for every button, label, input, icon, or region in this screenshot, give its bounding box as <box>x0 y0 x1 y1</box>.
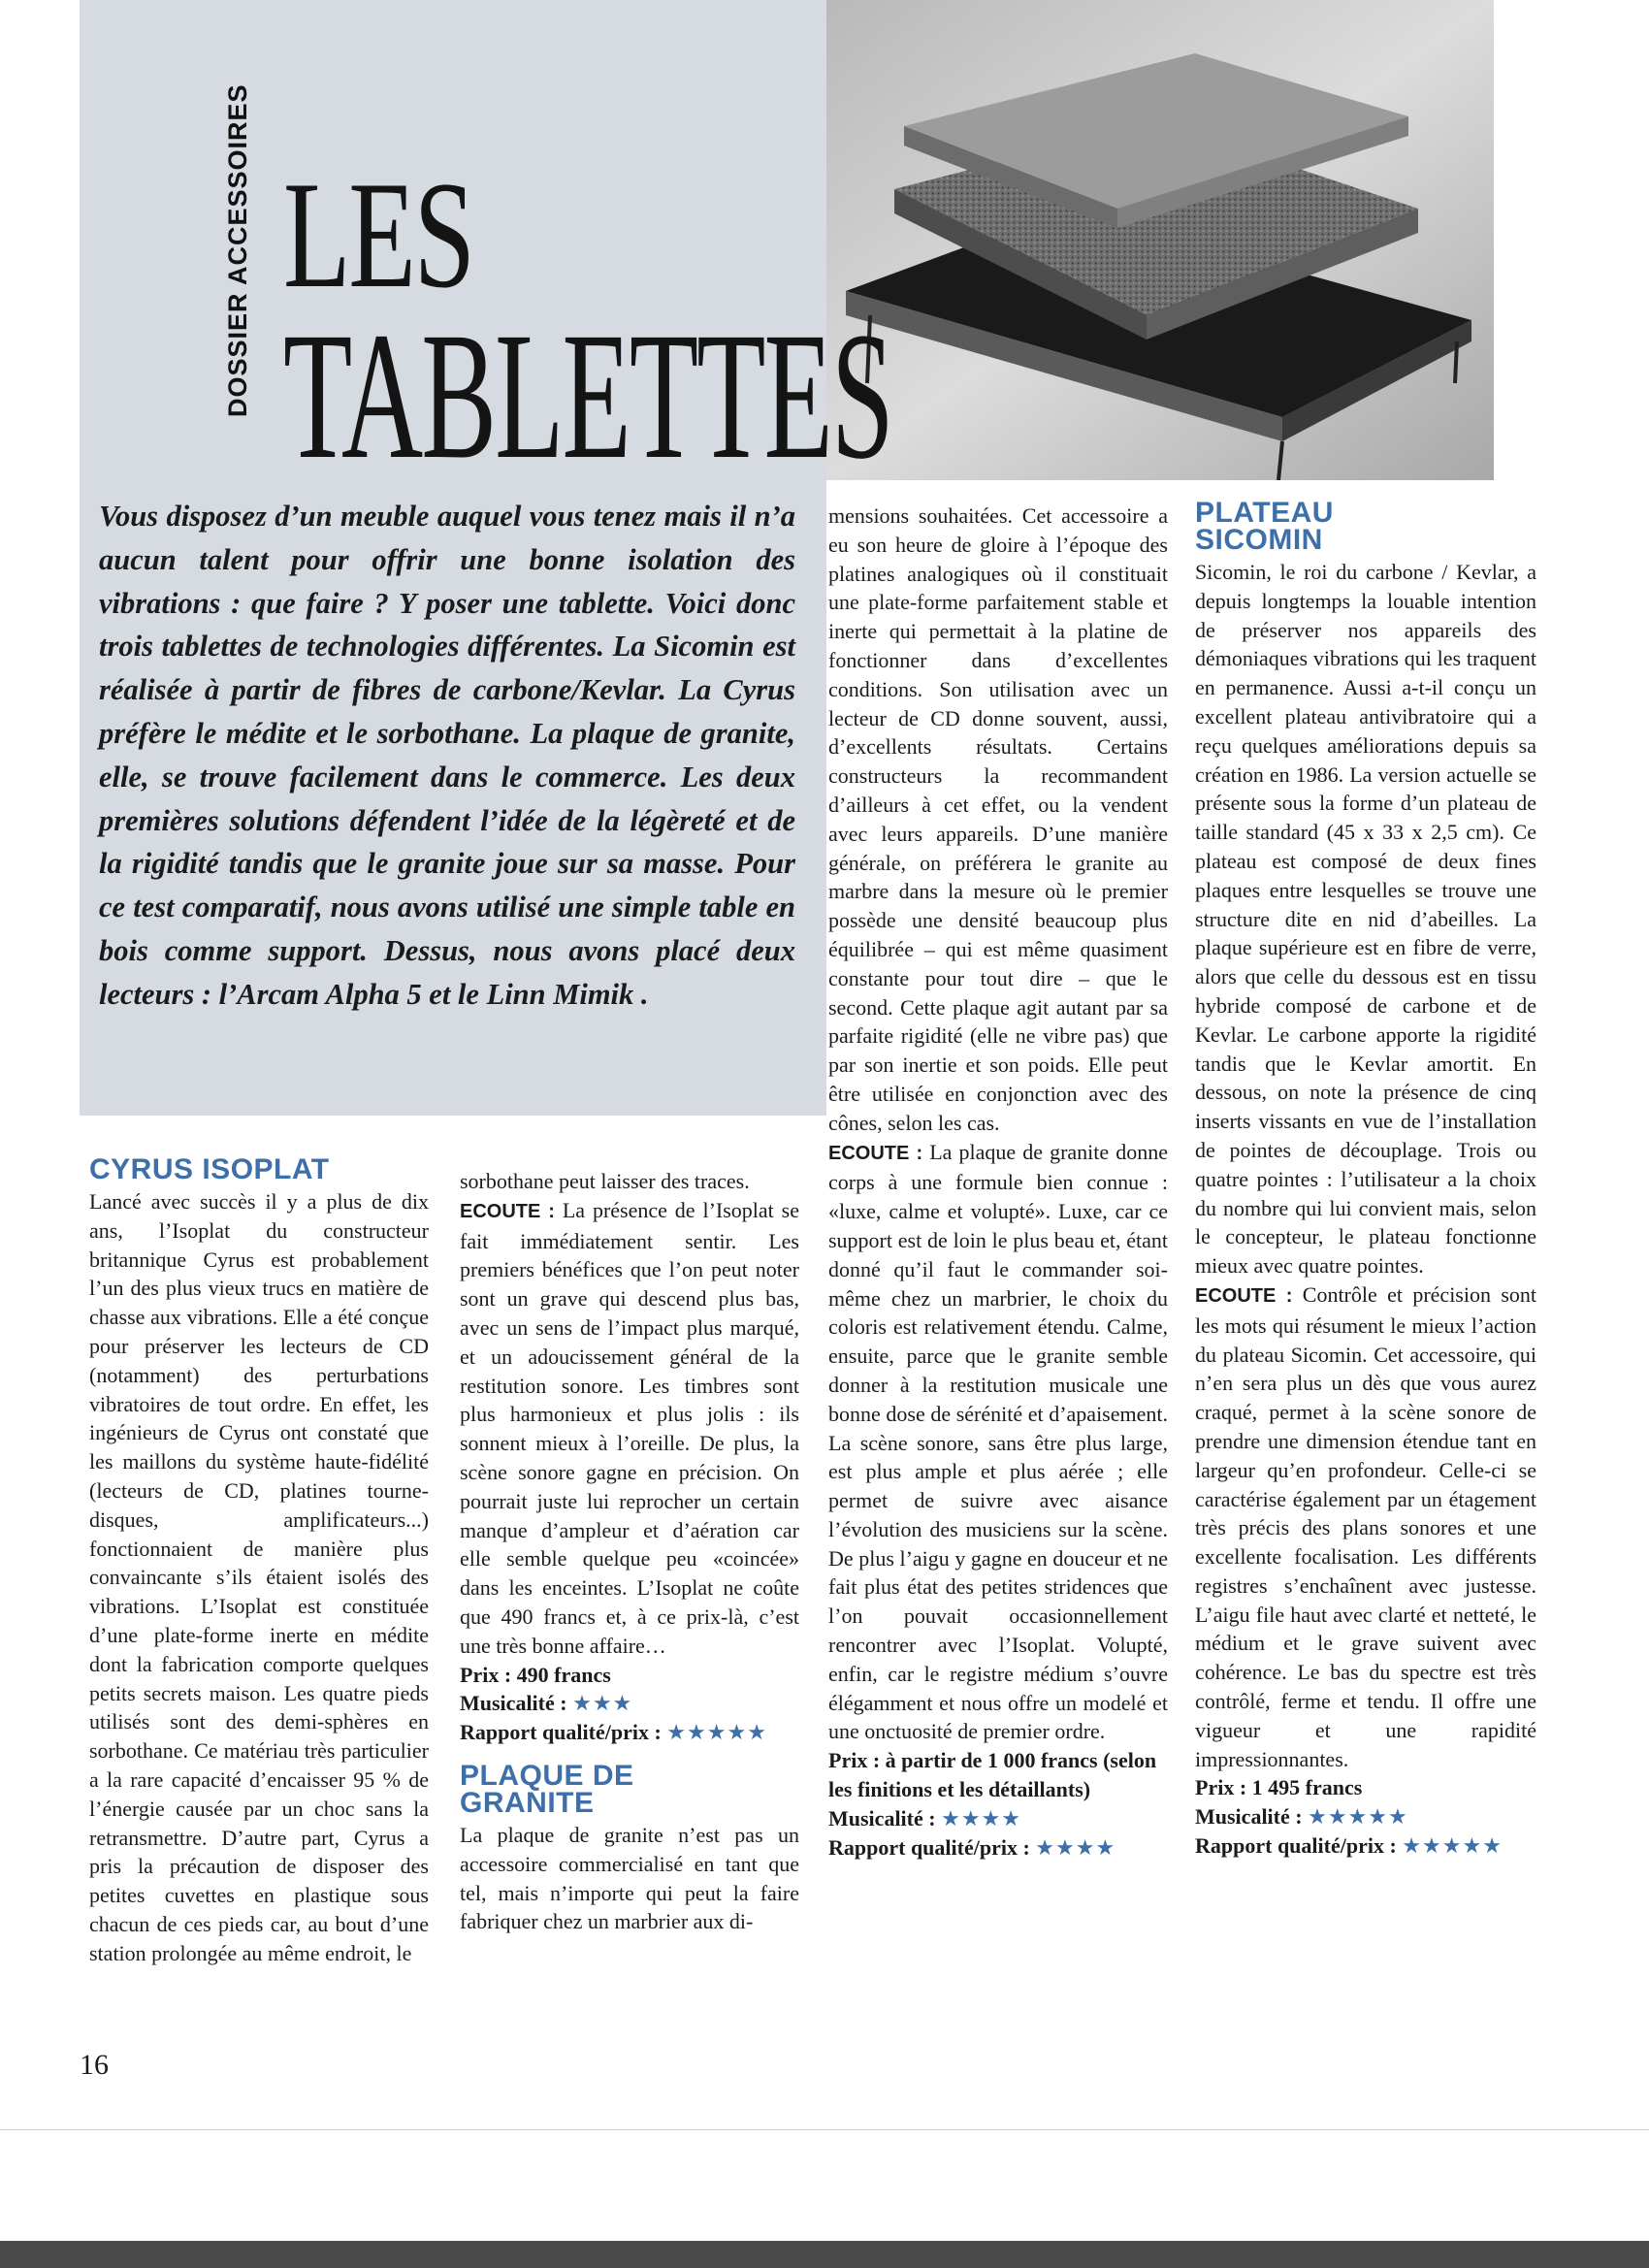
granite-price: Prix : à partir de 1 000 francs (selon les finitions et les détaillants) <box>828 1748 1157 1802</box>
sicomin-price: Prix : 1 495 francs <box>1195 1775 1363 1800</box>
sicomin-ecoute <box>1195 1280 1536 1774</box>
cyrus-heading: CYRUS ISOPLAT <box>89 1153 330 1185</box>
sicomin-rapport-label: Rapport qualité/prix : <box>1195 1833 1403 1859</box>
sicomin-rapport <box>1195 1831 1536 1861</box>
sicomin-heading-line-1: PLATEAU <box>1195 497 1334 529</box>
cyrus-body: Lancé avec succès il y a plus de dix ans, l’Isoplat du constructeur britannique Cyrus est probablement l’un des plus vieux trucs en matière de chasse aux vibrations. Elle a été conçue pour préserver les lecteurs de CD (notamment) des perturbations vibratoires de tout ordre. En effet, les ingénieurs de Cyrus ont constaté que les maillons du système haute-fidélité (lecteurs de CD, platines tourne-disques, amplificateurs...) fonctionnaient de manière plus convaincante s’ils étaient isolés des vibrations. L’Isoplat est constituée d’une plate-forme inerte en médite dont la fabrication comporte quelques petits secrets maison. Les quatre pieds utilisés sont des demi-sphères en sorbothane. Ce matériau très particulier a la rare capacité d’encaisser 95 % de l’énergie causée par un choc sans la retransmettre. D’autre part, Cyrus a pris la précaution de disposer des petites cuvettes en plastique sous chacun de ces pieds car, au bout d’une station prolongée au même endroit, le <box>89 1189 429 1965</box>
section-kicker: DOSSIER ACCESSOIRES <box>223 83 252 417</box>
granite-rapport <box>828 1833 1168 1863</box>
cyrus-ecoute-label: ECOUTE : <box>460 1200 555 1222</box>
scan-border <box>0 2241 1649 2268</box>
sicomin-body: Sicomin, le roi du carbone / Kevlar, a depuis longtemps la louable intention de préserver nos appareils des démoniaques vibrations qui les traquent en permanence. Aussi a-t-il conçu un excellent plateau antivibratoire qui a reçu quelques améliorations depuis sa création en 1986. La version actuelle se présente sous la forme d’un plateau de taille standard (45 x 33 x 2,5 cm). Ce plateau est composé de deux fines plaques entre lesquelles se trouve une structure dite en nid d’abeilles. La plaque supérieure est en fibre de verre, alors que celle du dessous est en tissu hybride composé de carbone et de Kevlar. Le carbone apporte la rigidité tandis que le Kevlar amortit. En dessous, on note la présence de cinq inserts vissants en vue de l’installation de pointes de découplage. Trois ou quatre pointes : l’utilisateur a la choix du nombre qui lui convient mais, selon le concepteur, le plateau fonctionne mieux avec quatre pointes. <box>1195 560 1536 1279</box>
lead-paragraph: Vous disposez d’un meuble auquel vous tenez mais il n’a aucun talent pour offrir une bonne isolation des vibrations : que faire ? Y poser une tablette. Voici donc trois tablettes de technologies différentes. La Sicomin est réalisée à partir de fibres de carbone/Kevlar. La Cyrus préfère le médite et le sorbothane. La plaque de granite, elle, se trouve facilement dans le commerce. Les deux premières solutions défendent l’idée de la légèreté et de la rigidité tandis que le granite joue sur sa masse. Pour ce test comparatif, nous avons utilisé une simple table en bois comme support. Dessus, nous avons placé deux lecteurs : l’Arcam Alpha 5 et le Linn Mimik . <box>99 500 795 1011</box>
cyrus-musicalite <box>460 1689 799 1718</box>
granite-musicalite <box>828 1804 1168 1833</box>
sicomin-musicalite-label: Musicalité : <box>1195 1804 1309 1830</box>
granite-rapport-stars-icon: ★★★★ <box>1035 1834 1116 1860</box>
cyrus-rapport <box>460 1718 799 1747</box>
granite-body-continued: mensions souhaitées. Cet accessoire a eu son heure de gloire à l’époque des platines analogiques où il constituait une plate-forme parfaitement stable et inerte qui permettait à la platine de fonctionner dans d’excellentes conditions. Son utilisation avec un lecteur de CD donne souvent, aussi, d’excellents résultats. Certains constructeurs la recommandent d’ailleurs à cet effet, ou la vendent avec leurs appareils. D’une manière générale, on préférera le granite au marbre dans la mesure où le premier possède une densité beaucoup plus équilibrée – qui est même quasiment constante pour tout dire – que le second. Cette plaque agit autant par sa parfaite rigidité (elle ne vibre pas) que par son inertie et son poids. Elle peut être utilisée en conjonction avec des cônes, selon les cas. <box>828 503 1168 1135</box>
granite-body: La plaque de granite n’est pas un accessoire commercialisé en tant que tel, mais n’importe qui peut la faire fabriquer chez un marbrier aux di- <box>460 1822 799 1934</box>
cyrus-price: Prix : 490 francs <box>460 1662 611 1687</box>
column-4 <box>1195 497 1537 1861</box>
cyrus-ecoute-text: La présence de l’Isoplat se fait immédiatement sentir. Les premiers bénéfices que l’on peut noter sont un grave qui descend plus bas, avec un sens de l’impact plus marqué, et un adoucissement général de la restitution sonore. Les timbres sont plus harmonieux et plus jolis : ils sonnent mieux à l’oreille. De plus, la scène sonore gagne en précision. On pourrait juste lui reprocher un certain manque d’ampleur et d’aération car elle semble quelque peu «coincée» dans les enceintes. L’Isoplat ne coûte que 490 francs et, à ce prix-là, c’est une très bonne affaire… <box>460 1197 799 1658</box>
cyrus-musicalite-stars-icon: ★★★ <box>572 1691 633 1716</box>
column-1 <box>89 1153 429 1968</box>
sicomin-ecoute-text: Contrôle et précision sont les mots qui résument le mieux l’action du plateau Sicomin. Cet accessoire, qui n’en sera plus un dès que vous aurez craqué, permet à la scène sonore de prendre une dimension étendue tant en largeur qu’en profondeur. Celle-ci se caractérise également par un étagement très précis des plans sonores et une excellente focalisation. Les différents registres s’enchaînent avec justesse. L’aigu file haut avec clarté et netteté, le médium et le grave suivent avec cohérence. Le bas du spectre est très contrôlé, ferme et tendu. Il offre une vigueur et une rapidité impressionnantes. <box>1195 1281 1537 1771</box>
column-2 <box>460 1167 799 1936</box>
cyrus-rapport-stars-icon: ★★★★★ <box>666 1720 767 1745</box>
granite-heading-line-1: PLAQUE DE <box>460 1759 634 1792</box>
cyrus-body-continued: sorbothane peut laisser des traces. <box>460 1169 750 1193</box>
page-title-line-1: LES <box>283 150 473 320</box>
stacked-tablets-image <box>826 0 1494 480</box>
page-edge <box>0 2129 1649 2130</box>
granite-musicalite-label: Musicalité : <box>828 1805 942 1831</box>
column-3 <box>828 502 1168 1862</box>
sicomin-ecoute-label: ECOUTE : <box>1195 1284 1293 1307</box>
sicomin-rapport-stars-icon: ★★★★★ <box>1402 1833 1503 1859</box>
tablets-photo <box>826 0 1494 480</box>
granite-ecoute <box>828 1138 1168 1747</box>
sicomin-heading-line-2: SICOMIN <box>1195 524 1323 556</box>
granite-ecoute-label: ECOUTE : <box>828 1142 923 1164</box>
granite-ecoute-text: La plaque de granite donne corps à une formule bien connue : «luxe, calme et volupté». Luxe, car ce support est de loin le plus beau et, étant donné qu’il faut le commander soi-même chez un marbrier, le choix du coloris est relativement étendu. Calme, ensuite, parce que le granite semble donner à la restitution musicale une bonne dose de sérénité et d’apaisement. La scène sonore, sans être plus large, est plus ample et plus aérée ; elle permet de suivre avec aisance l’évolution des musiciens sur la scène. De plus l’aigu y gagne en douceur et ne fait plus état des petites stridences que l’on pouvait occasionnellement rencontrer avec l’Isoplat. Volupté, enfin, car le registre médium s’ouvre élégamment et nous offre un modelé et une onctuosité de premier ordre. <box>828 1139 1168 1744</box>
granite-rapport-label: Rapport qualité/prix : <box>828 1834 1036 1860</box>
page-title-line-2: TABLETTES <box>283 294 892 497</box>
granite-musicalite-stars-icon: ★★★★ <box>941 1805 1021 1831</box>
sicomin-musicalite-stars-icon: ★★★★★ <box>1308 1804 1408 1830</box>
cyrus-ecoute <box>460 1196 799 1661</box>
granite-heading-line-2: GRANITE <box>460 1786 595 1819</box>
cyrus-rapport-label: Rapport qualité/prix : <box>460 1720 667 1745</box>
cyrus-musicalite-label: Musicalité : <box>460 1691 573 1716</box>
sicomin-musicalite <box>1195 1802 1536 1831</box>
page-number: 16 <box>80 2049 109 2081</box>
